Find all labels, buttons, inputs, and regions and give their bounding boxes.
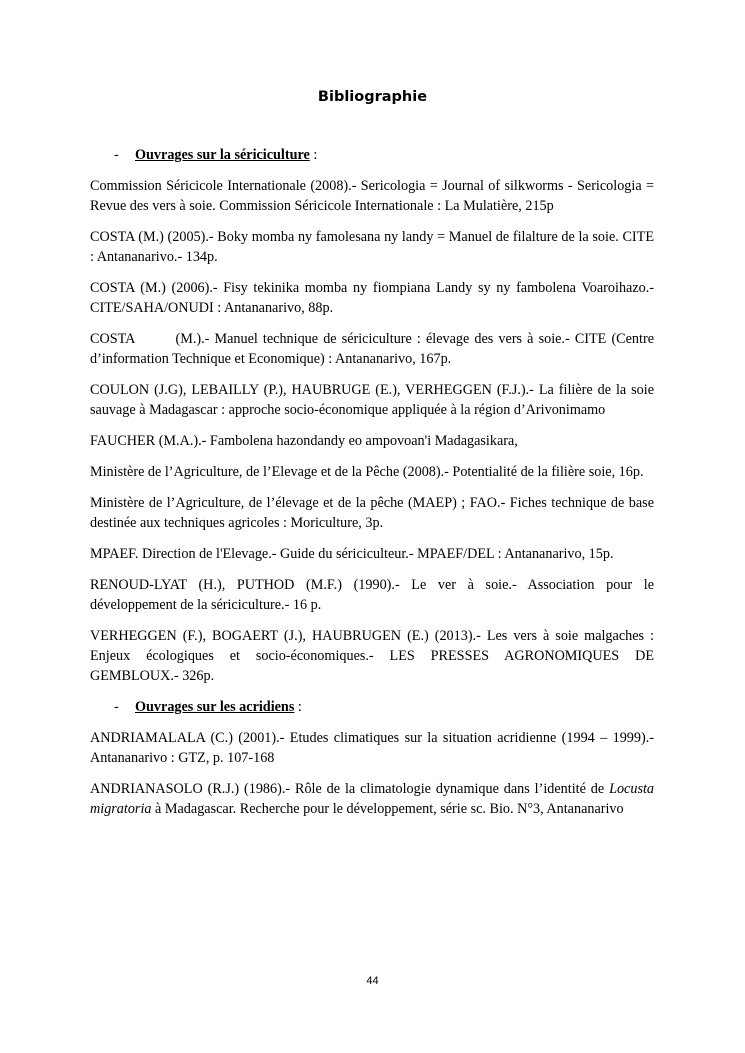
bibliography-entry: MPAEF. Direction de l'Elevage.- Guide du sériciculteur.- MPAEF/DEL : Antananarivo, 15p. xyxy=(90,546,614,562)
bibliography-body xyxy=(90,145,658,830)
bibliography-entry: COSTA (M.).- Manuel technique de sériciculture : élevage des vers à soie.- CITE (Centre d’information Technique et Economique) : Antananarivo, 167p. xyxy=(90,331,658,367)
bibliography-entry: FAUCHER (M.A.).- Fambolena hazondandy eo ampovoan'i Madagasikara, xyxy=(90,433,518,449)
section-heading-acridiens xyxy=(90,697,654,717)
bibliography-entry: RENOUD-LYAT (H.), PUTHOD (M.F.) (1990).- Le ver à soie.- Association pour le développement de la sériciculture.- 16 p. xyxy=(90,577,654,613)
bibliography-entry: COULON (J.G), LEBAILLY (P.), HAUBRUGE (E.), VERHEGGEN (F.J.).- La filière de la soie sauvage à Madagascar : approche socio-économique appliquée à la région d’Arivonimamo xyxy=(90,382,654,418)
section-heading-sericulture xyxy=(90,145,654,165)
bibliography-entry xyxy=(90,779,654,819)
bibliography-entry: VERHEGGEN (F.), BOGAERT (J.), HAUBRUGEN (E.) (2013).- Les vers à soie malgaches : Enjeux écologiques et socio-économiques.- LES PRESSES AGRONOMIQUES DE GEMBLOUX.- 326p. xyxy=(90,628,654,684)
entry-text: ANDRIANASOLO (R.J.) (1986).- Rôle de la climatologie dynamique dans l’identité de xyxy=(90,781,610,797)
bibliography-entry: COSTA (M.) (2006).- Fisy tekinika momba ny fiompiana Landy sy ny fambolena Voaroihazo.-CITE/SAHA/ONUDI : Antananarivo, 88p. xyxy=(90,280,654,316)
entry-text: à Madagascar. Recherche pour le développement, série sc. Bio. N°3, Antananarivo xyxy=(151,801,624,817)
bibliography-entry: ANDRIAMALALA (C.) (2001).- Etudes climatiques sur la situation acridienne (1994 – 1999).- Antananarivo : GTZ, p. 107-168 xyxy=(90,730,654,766)
bibliography-entry: Commission Séricicole Internationale (2008).- Sericologia = Journal of silkworms - Sericologia = Revue des vers à soie. Commission Séricicole Internationale : La Mulatière, 215p xyxy=(90,178,654,214)
bibliography-entry: COSTA (M.) (2005).- Boky momba ny famolesana ny landy = Manuel de filalture de la soie. CITE : Antananarivo.- 134p. xyxy=(90,229,654,265)
page-title: Bibliographie xyxy=(317,89,428,105)
list-dash: - xyxy=(114,147,119,163)
section-heading-suffix: : xyxy=(309,147,318,163)
section-heading-label: Ouvrages sur les acridiens xyxy=(135,699,295,715)
species-name: Locusta migratoria xyxy=(90,781,654,817)
bibliography-entry: Ministère de l’Agriculture, de l’Elevage et de la Pêche (2008).- Potentialité de la filière soie, 16p. xyxy=(90,464,644,480)
page-number: 44 xyxy=(366,975,379,987)
bibliography-entry: Ministère de l’Agriculture, de l’élevage et de la pêche (MAEP) ; FAO.- Fiches technique de base destinée aux techniques agricoles : Moriculture, 3p. xyxy=(90,495,654,531)
section-heading-suffix: : xyxy=(294,699,302,715)
list-dash: - xyxy=(114,699,119,715)
section-heading-label: Ouvrages sur la sériciculture xyxy=(135,147,310,163)
